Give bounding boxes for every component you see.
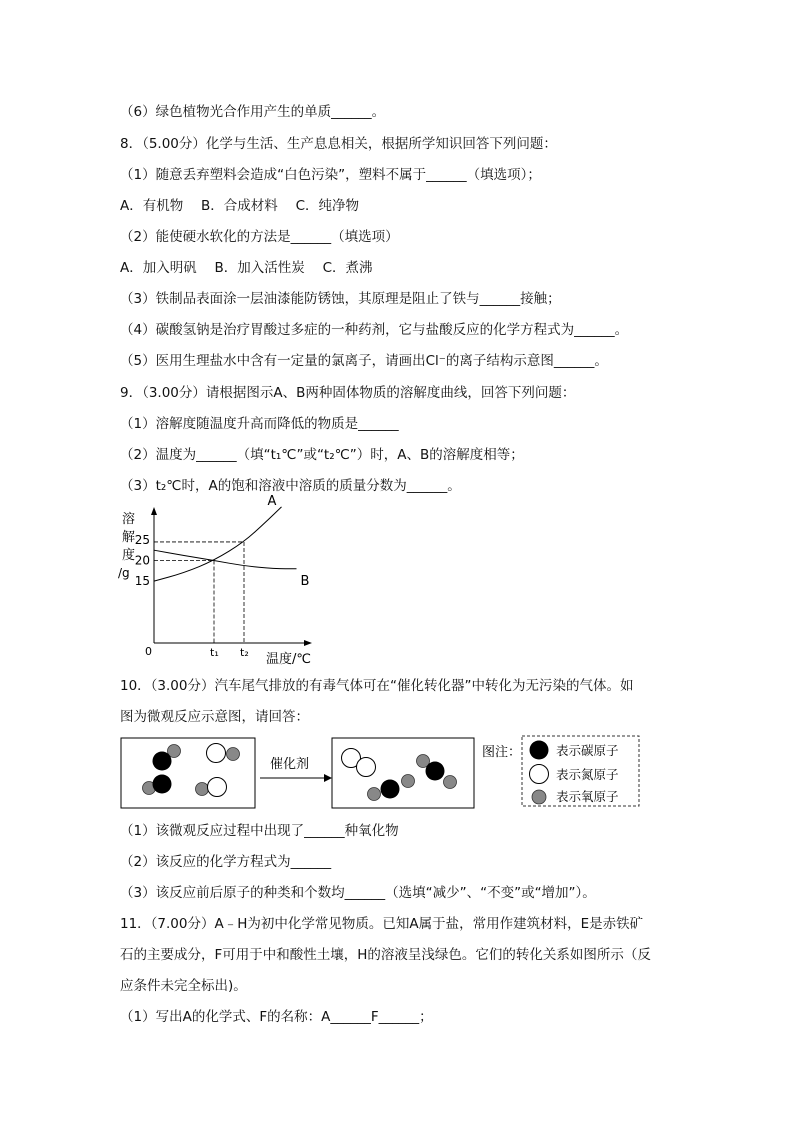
oxygen-atom (196, 783, 209, 796)
carbon-atom (153, 752, 172, 771)
oxygen-atom (227, 748, 240, 761)
oxygen-atom (444, 776, 457, 789)
q10-stem-line1: 10．（3.00分）汽车尾气排放的有毒气体可在“催化转化器”中转化为无污染的气体。如 (120, 678, 634, 694)
y-label-char: /g (118, 566, 130, 580)
carbon-atom (153, 775, 172, 794)
x-axis-arrow (304, 640, 312, 646)
q9-stem: 9．（3.00分）请根据图示A、B两种固体物质的溶解度曲线，回答下列问题： (120, 385, 576, 401)
oxygen-legend-icon (532, 790, 546, 804)
nitrogen-atom (357, 758, 376, 777)
q11-stem-line1: 11．（7.00分）A﹣H为初中化学常见物质。已知A属于盐，常用作建筑材料，E是赤铁矿 (120, 916, 644, 932)
q11-stem-line2: 石的主要成分，F可用于中和酸性土壤，H的溶液呈浅绿色。它们的转化关系如图所示（反 (120, 947, 651, 963)
legend-title: 图注： (482, 745, 522, 760)
nitrogen-atom (208, 778, 227, 797)
origin-label: 0 (145, 645, 152, 658)
q11-stem-line3: 应条件未完全标出)。 (120, 978, 247, 994)
q8-item4: （4）碳酸氢钠是治疗胃酸过多症的一种药剂，它与盐酸反应的化学方程式为______。 (120, 322, 629, 338)
solubility-chart (112, 493, 322, 667)
q10-item2: （2）该反应的化学方程式为______ (120, 854, 332, 870)
q7-item6: （6）绿色植物光合作用产生的单质______。 (120, 104, 386, 120)
q10-item3: （3）该反应前后原子的种类和个数均______（选填“减少”、“不变”或“增加”）。 (120, 885, 596, 901)
q8-item3: （3）铁制品表面涂一层油漆能防锈蚀，其原理是阻止了铁与______接触； (120, 291, 561, 307)
x-tick-label: t₁ (210, 646, 219, 659)
carbon-atom (381, 780, 400, 799)
legend-oxygen-label: 表示氧原子 (556, 789, 619, 804)
y-tick-label: 25 (134, 532, 150, 547)
legend-carbon-label: 表示碳原子 (556, 743, 619, 758)
q8-item5: （5）医用生理盐水中含有一定量的氯离子，请画出Cl⁻的离子结构示意图______。 (120, 353, 608, 369)
oxygen-atom (402, 775, 415, 788)
carbon-atom (426, 762, 445, 781)
y-label-char: 度 (122, 548, 136, 563)
x-tick-label: t₂ (240, 646, 249, 659)
y-label-char: 溶 (122, 512, 136, 527)
series-label-b: B (300, 573, 310, 589)
q9-item2: （2）温度为______（填“t₁℃”或“t₂℃”）时，A、B的溶解度相等； (120, 447, 524, 463)
q9-item3: （3）t₂℃时，A的饱和溶液中溶质的质量分数为______。 (120, 478, 461, 494)
q8-item1-options: A．有机物 B．合成材料 C．纯净物 (120, 198, 360, 214)
nitrogen-legend-icon (530, 765, 549, 784)
reaction-diagram (118, 734, 648, 812)
q8-item2-options: A．加入明矾 B．加入活性炭 C．煮沸 (120, 260, 373, 276)
series-label-a: A (267, 493, 277, 509)
legend-nitrogen-label: 表示氮原子 (556, 767, 619, 782)
catalyst-label: 催化剂 (270, 757, 310, 772)
y-tick-label: 20 (134, 553, 150, 568)
q8-item1: （1）随意丢弃塑料会造成“白色污染”，塑料不属于______（填选项）； (120, 167, 541, 183)
carbon-legend-icon (530, 741, 549, 760)
series-line-a (154, 507, 282, 581)
x-axis-label: 温度/℃ (266, 652, 311, 667)
reaction-arrowhead (324, 774, 332, 782)
oxygen-atom (368, 788, 381, 801)
q8-item2: （2）能使硬水软化的方法是______（填选项） (120, 229, 399, 245)
q11-item1: （1）写出A的化学式、F的名称：A______F______； (120, 1009, 433, 1025)
q9-item1: （1）溶解度随温度升高而降低的物质是______ (120, 416, 399, 432)
q10-item1: （1）该微观反应过程中出现了______种氧化物 (120, 823, 399, 839)
q10-stem-line2: 图为微观反应示意图，请回答： (120, 709, 309, 725)
y-label-char: 解 (122, 530, 136, 545)
q8-stem: 8．（5.00分）化学与生活、生产息息相关，根据所学知识回答下列问题： (120, 136, 557, 152)
nitrogen-atom (207, 744, 226, 763)
y-tick-label: 15 (134, 574, 150, 589)
y-axis-arrow (151, 507, 157, 515)
